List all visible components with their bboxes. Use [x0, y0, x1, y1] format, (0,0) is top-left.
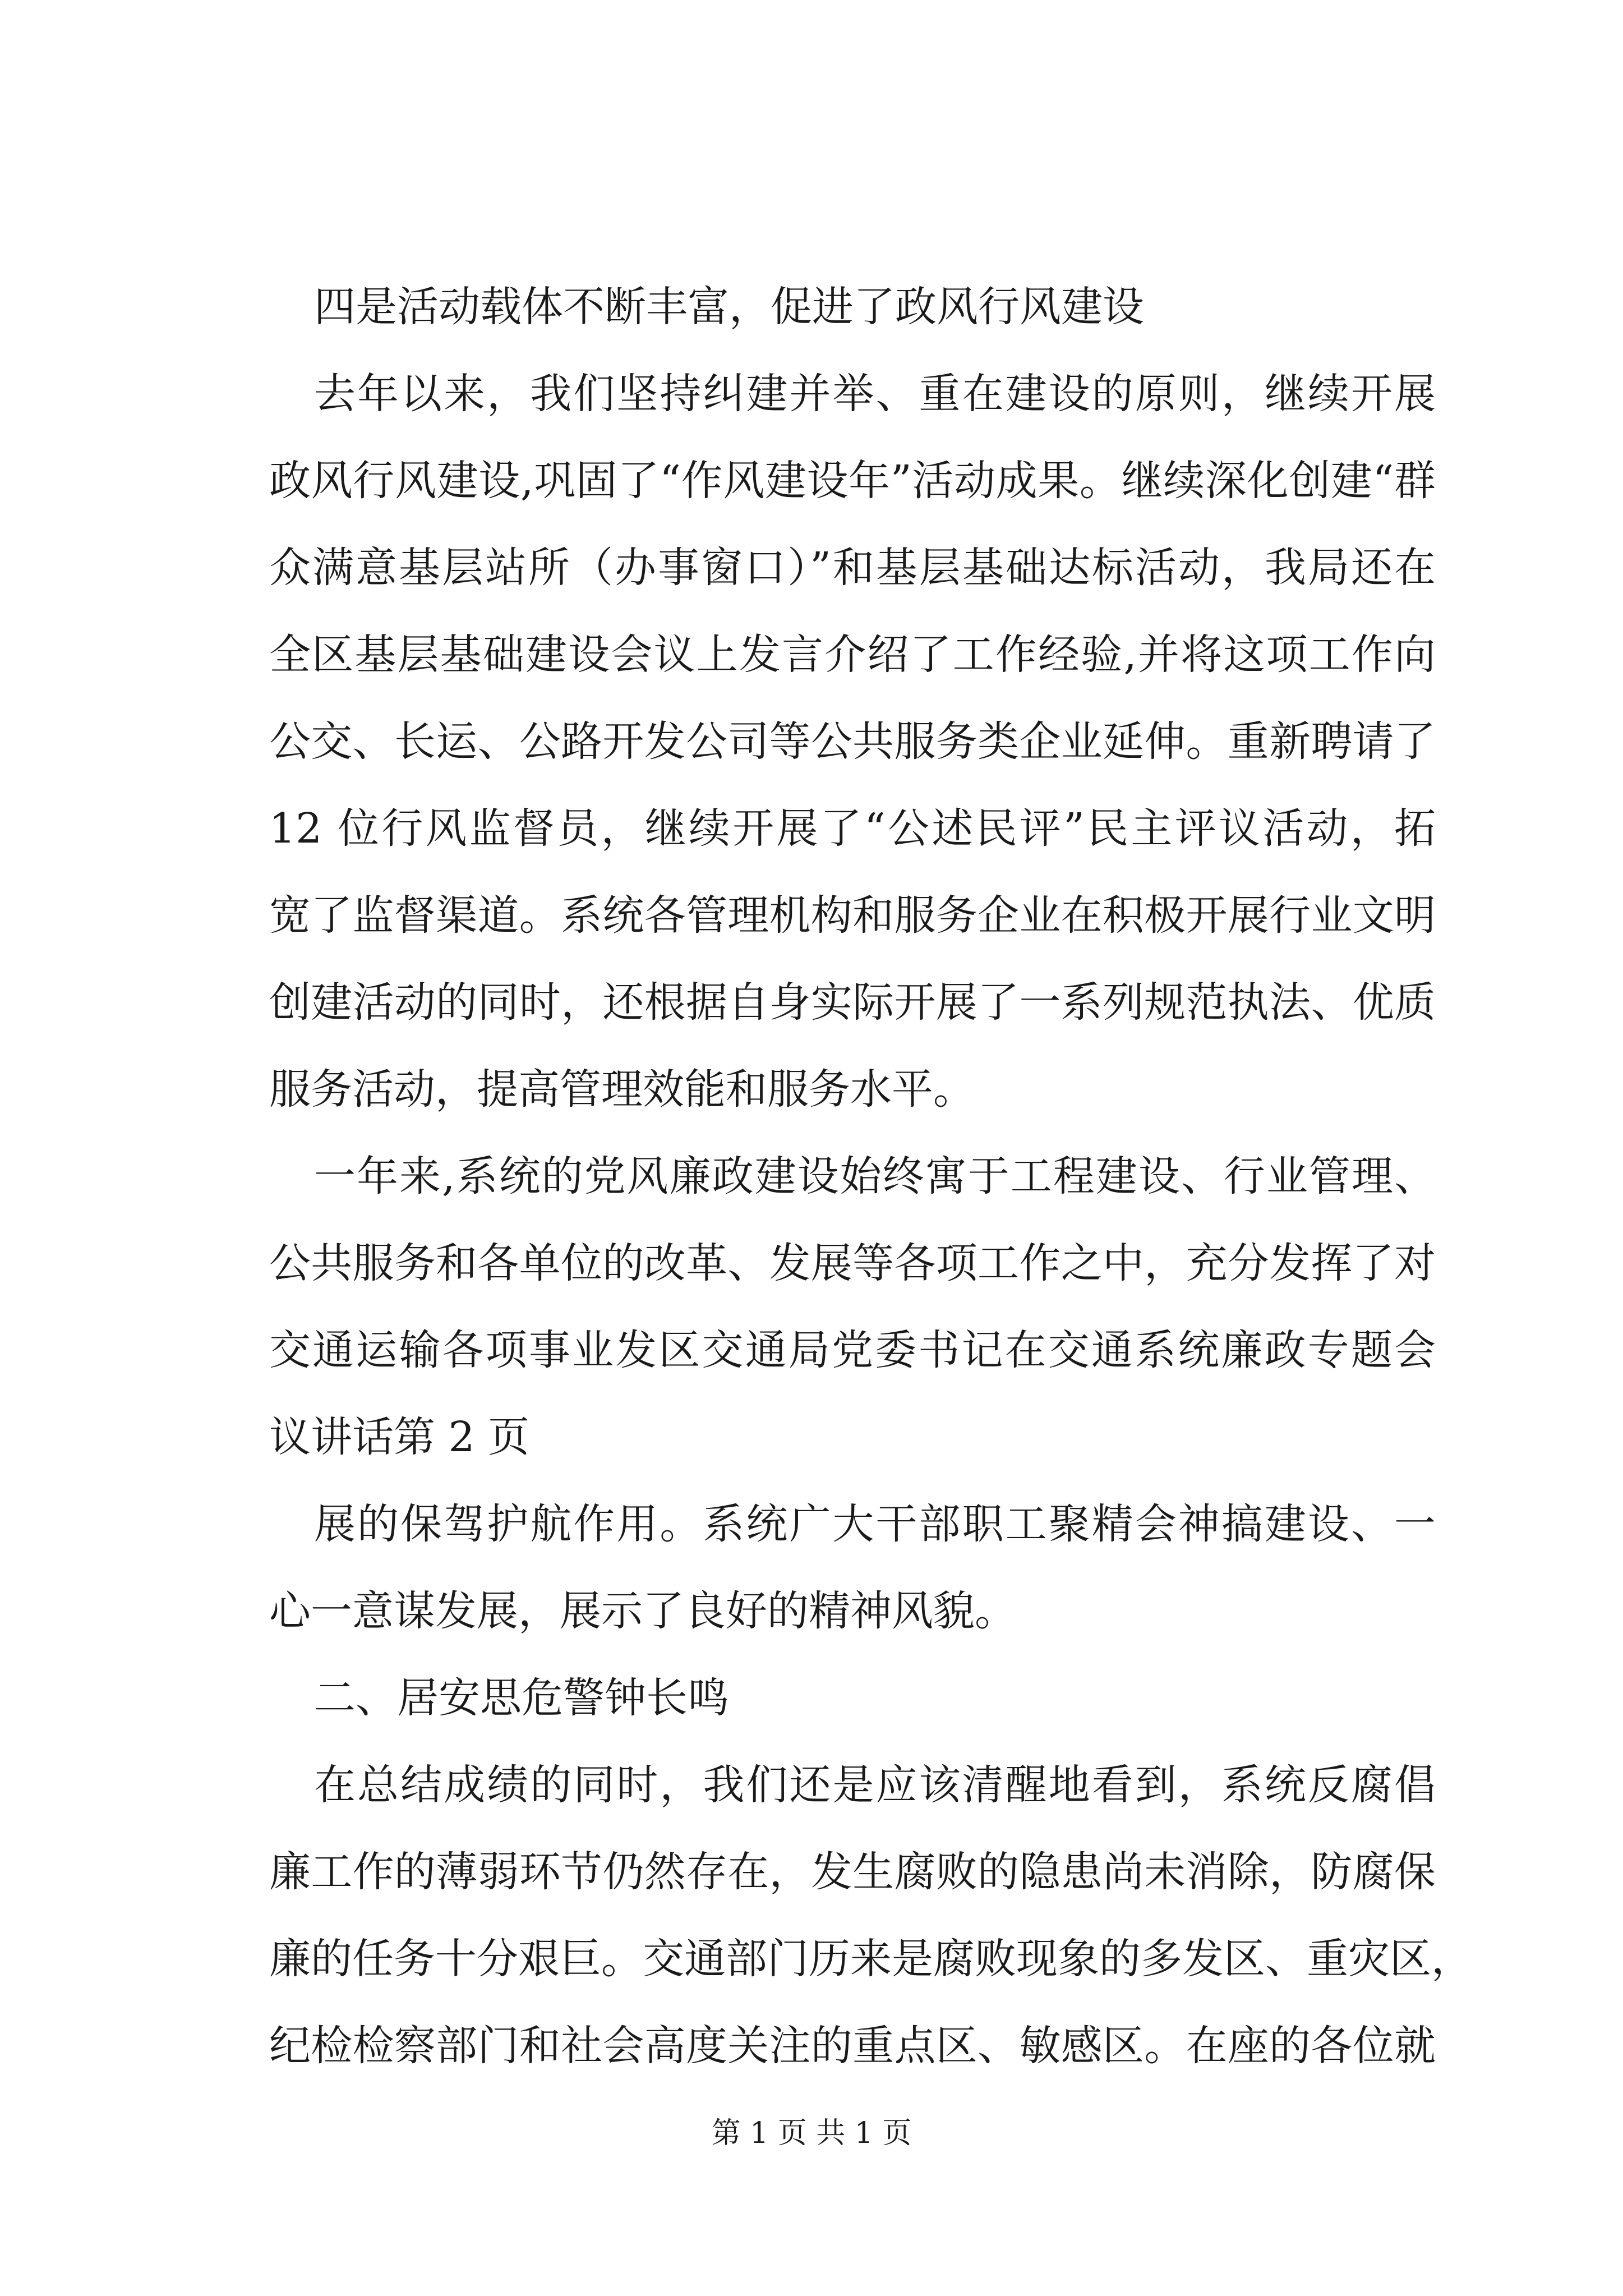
paragraph-line: 一年来,系统的党风廉政建设始终寓于工程建设、行业管理、	[314, 1152, 1436, 1200]
paragraph-line: 廉的任务十分艰巨。交通部门历来是腐败现象的多发区、重灾区，	[269, 1935, 1473, 1983]
paragraph-line: 宽了监督渠道。系统各管理机构和服务企业在积极开展行业文明	[269, 891, 1436, 940]
paragraph-line: 众满意基层站所（办事窗口）”和基层基础达标活动，我局还在	[269, 544, 1436, 592]
page-footer: 第 1 页 共 1 页	[711, 2116, 912, 2150]
paragraph-line: 政风行风建设,巩固了“作风建设年”活动成果。继续深化创建“群	[269, 457, 1436, 505]
paragraph-line: 服务活动，提高管理效能和服务水平。	[269, 1065, 975, 1114]
paragraph-line: 心一意谋发展，展示了良好的精神风貌。	[269, 1587, 1016, 1635]
paragraph-line: 创建活动的同时，还根据自身实际开展了一系列规范执法、优质	[269, 978, 1436, 1027]
paragraph-line: 去年以来，我们坚持纠建并举、重在建设的原则，继续开展	[314, 370, 1436, 418]
section-heading: 二、居安思危警钟长鸣	[314, 1674, 729, 1722]
paragraph-line: 廉工作的薄弱环节仍然存在，发生腐败的隐患尚未消除，防腐保	[269, 1848, 1436, 1896]
paragraph-line: 议讲话第 2 页	[269, 1413, 530, 1461]
paragraph-line: 全区基层基础建设会议上发言介绍了工作经验,并将这项工作向	[269, 631, 1436, 679]
paragraph-line: 展的保驾护航作用。系统广大干部职工聚精会神搞建设、一	[314, 1500, 1436, 1548]
paragraph-line: 在总结成绩的同时，我们还是应该清醒地看到，系统反腐倡	[314, 1761, 1436, 1809]
paragraph-line: 纪检检察部门和社会高度关注的重点区、敏感区。在座的各位就	[269, 2022, 1436, 2070]
paragraph-line: 公共服务和各单位的改革、发展等各项工作之中，充分发挥了对	[269, 1239, 1436, 1287]
paragraph-line: 12 位行风监督员，继续开展了“公述民评”民主评议活动，拓	[269, 804, 1436, 853]
paragraph-line: 公交、长运、公路开发公司等公共服务类企业延伸。重新聘请了	[269, 717, 1436, 766]
document-body	[269, 264, 1473, 2090]
paragraph-line: 交通运输各项事业发区交通局党委书记在交通系统廉政专题会	[269, 1326, 1436, 1374]
section-heading: 四是活动载体不断丰富，促进了政风行风建设	[314, 283, 1144, 331]
